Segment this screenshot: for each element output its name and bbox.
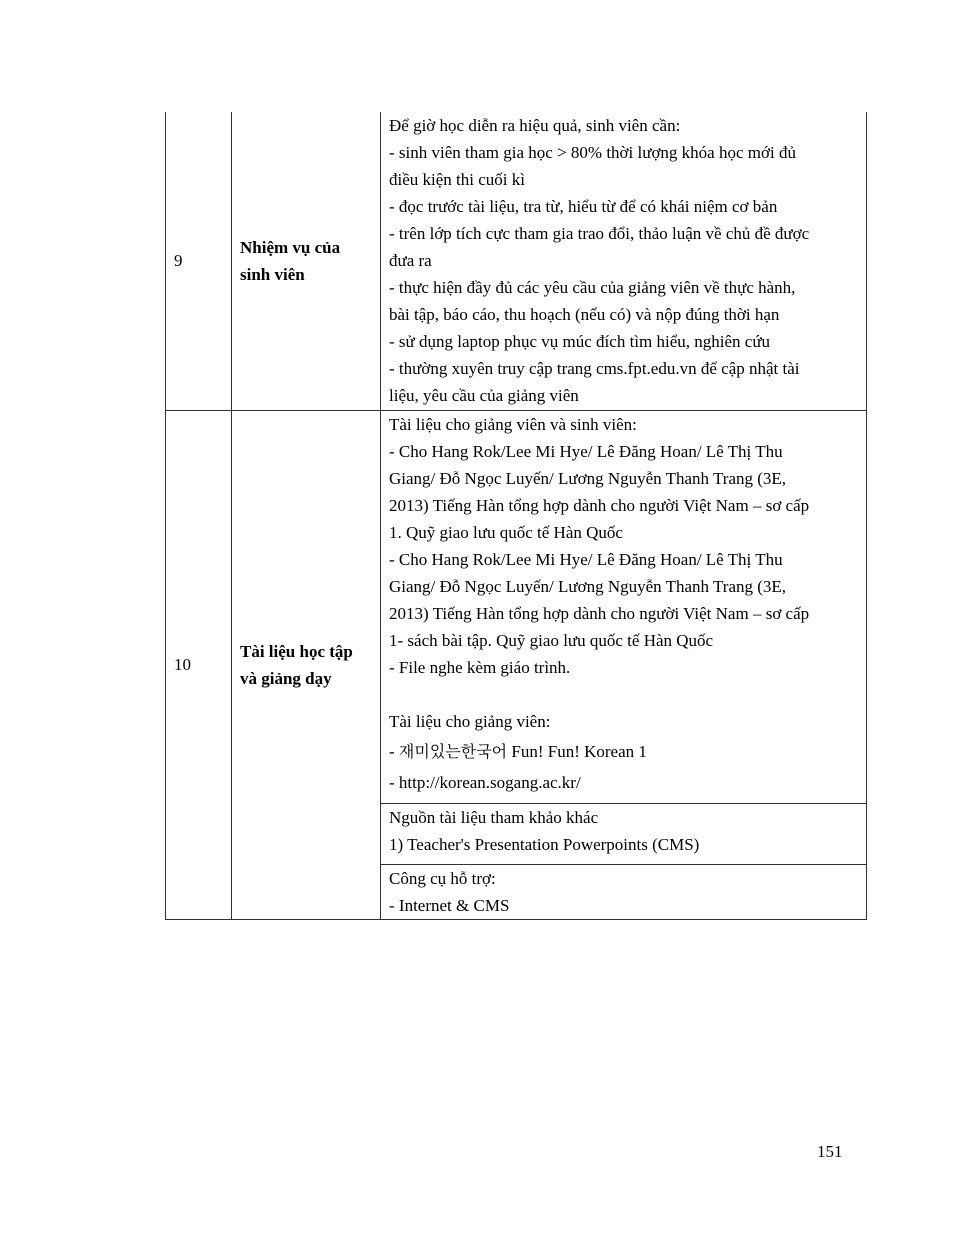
table-row-9	[166, 112, 867, 410]
row-9-line: - sinh viên tham gia học > 80% thời lượng khóa học mới đủ	[389, 143, 796, 162]
materials-line: - File nghe kèm giáo trình.	[389, 657, 571, 677]
table-row-10	[166, 410, 867, 803]
materials-line: 1- sách bài tập. Quỹ giao lưu quốc tế Hàn Quốc	[389, 630, 714, 650]
row-10-references	[381, 803, 867, 864]
teacher-materials-heading: Tài liệu cho giảng viên:	[389, 711, 551, 731]
materials-line: - Cho Hang Rok/Lee Mi Hye/ Lê Đăng Hoan/ Lê Thị Thu	[389, 441, 783, 461]
references-line: 1) Teacher's Presentation Powerpoints (CMS)	[389, 834, 700, 854]
row-9-name	[232, 112, 381, 410]
row-9-line: - trên lớp tích cực tham gia trao đổi, thảo luận về chủ đề được	[389, 224, 810, 243]
korean-prefix: -	[389, 741, 399, 761]
row-9-name-line: Nhiệm vụ của	[240, 237, 341, 257]
website-line: - http://korean.sogang.ac.kr/	[389, 772, 581, 792]
row-9-name-line: sinh viên	[240, 264, 305, 284]
row-9-line: - thực hiện đầy đủ các yêu cầu của giảng viên về thực hành,	[389, 278, 796, 297]
tools-line: - Internet & CMS	[389, 895, 510, 915]
row-9-line: bài tập, báo cáo, thu hoạch (nếu có) và nộp đúng thời hạn	[389, 305, 780, 324]
materials-line: - Cho Hang Rok/Lee Mi Hye/ Lê Đăng Hoan/ Lê Thị Thu	[389, 549, 783, 569]
row-10-name-line: Tài liệu học tập	[240, 641, 353, 661]
syllabus-table	[165, 112, 867, 920]
spacer	[389, 681, 860, 708]
row-9-line: liệu, yêu cầu của giảng viên	[389, 386, 579, 405]
row-9-line: điều kiện thi cuối kì	[389, 170, 525, 189]
korean-textbook-line	[389, 735, 860, 769]
row-9-line: - sử dụng laptop phục vụ múc đích tìm hiểu, nghiên cứu	[389, 332, 771, 351]
row-10-name-line: và giảng dạy	[240, 668, 332, 688]
row-10-name	[232, 410, 381, 919]
materials-line: 2013) Tiếng Hàn tổng hợp dành cho người Việt Nam – sơ cấp	[389, 603, 810, 623]
row-9-description	[381, 112, 867, 410]
row-9-number: 9	[166, 112, 232, 410]
row-9-line: đưa ra	[389, 251, 432, 270]
materials-line: 2013) Tiếng Hàn tổng hợp dành cho người Việt Nam – sơ cấp	[389, 495, 810, 515]
materials-line: 1. Quỹ giao lưu quốc tế Hàn Quốc	[389, 522, 623, 542]
row-10-number: 10	[166, 410, 232, 919]
korean-suffix: Fun! Fun! Korean 1	[507, 741, 647, 761]
row-10-tools	[381, 864, 867, 919]
row-9-line: - thường xuyên truy cập trang cms.fpt.edu.vn để cập nhật tài	[389, 359, 800, 378]
row-9-line: - đọc trước tài liệu, tra từ, hiểu từ để có khái niệm cơ bản	[389, 197, 778, 216]
materials-line: Giang/ Đỗ Ngọc Luyến/ Lương Nguyễn Thanh Trang (3E,	[389, 468, 787, 488]
row-10-materials	[381, 410, 867, 803]
korean-title: 재미있는한국어	[398, 741, 508, 761]
tools-line: Công cụ hỗ trợ:	[389, 868, 496, 888]
page-number: 151	[817, 1142, 843, 1161]
references-line: Nguồn tài liệu tham khảo khác	[389, 807, 599, 827]
materials-line: Tài liệu cho giảng viên và sinh viên:	[389, 414, 637, 434]
row-9-line: Để giờ học diễn ra hiệu quả, sinh viên cần:	[389, 116, 681, 135]
materials-line: Giang/ Đỗ Ngọc Luyến/ Lương Nguyễn Thanh Trang (3E,	[389, 576, 787, 596]
